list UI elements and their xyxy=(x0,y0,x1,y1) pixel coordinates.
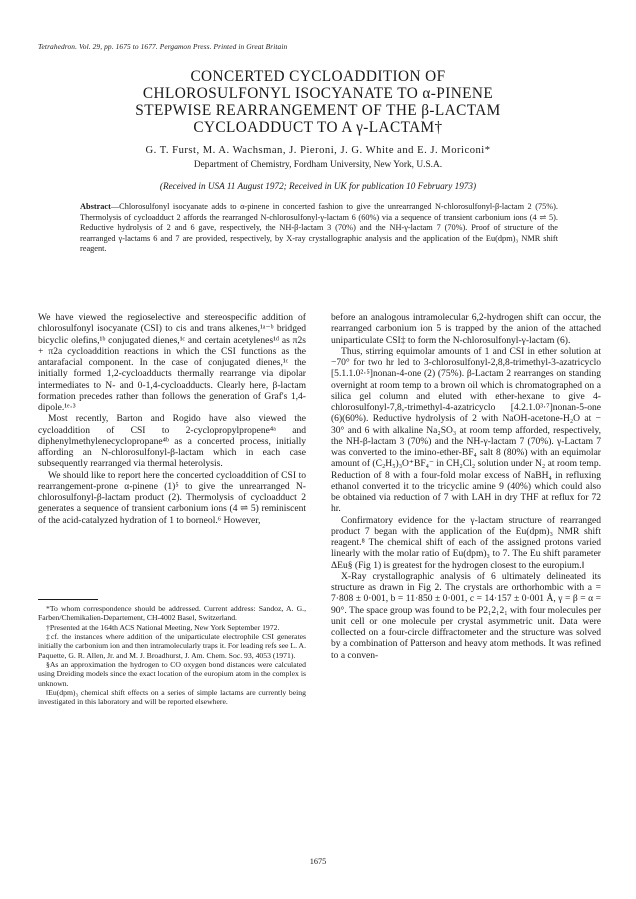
body-paragraph: We have viewed the regioselective and stereospecific addition of chlorosulfonyl isocyanate (CSI) to cis and trans alkenes,¹ᵃ⁻ᵇ bridged bicyclic olefins,¹ᵇ conjugated dienes,¹ᶜ and certain acetylenes¹ᵈ as π2s + π2a cycloaddition reactions in which the CSI functions as the antarafacial component. In the case of conjugated dienes,¹ᶜ the initially formed 1,2-cycloadducts thermally rearrange via dipolar intermediates to N- and 0-1,4-cycloadducts. Clearly here, β-lactam formation precedes rather than follows the generation of Graf's 1,4-dipole.¹ᵉ·³ xyxy=(38,312,306,413)
received-dates: (Received in USA 11 August 1972; Received in UK for publication 10 February 1973) xyxy=(159,181,477,191)
footnote: ‡cf. the instances where addition of the uniparticulate electrophile CSI generates initially the carbonium ion and then intramolecularly traps it. For leading refs see L. A. Paquette, G. R. Allen, Jr. and M. J. Broadhurst, J. Am. Chem. Soc. 93, 4053 (1971). xyxy=(38,632,306,660)
abstract xyxy=(80,202,558,255)
author-affiliation: Department of Chemistry, Fordham University, New York, U.S.A. xyxy=(193,160,443,170)
journal-citation-line: Tetrahedron. Vol. 29, pp. 1675 to 1677. Pergamon Press. Printed in Great Britain xyxy=(38,42,288,51)
left-column xyxy=(38,312,306,526)
footnote: †Presented at the 164th ACS National Meeting, New York September 1972. xyxy=(46,622,280,632)
abstract-text: —Chlorosulfonyl isocyanate adds to α-pinene in concerted fashion to give the unrearranged N-chlorosulfonyl-β-lactam 2 (75%). Thermolysis of cycloadduct 2 affords the rearranged N-chlorosulfonyl-γ-lactam 6 (60%) via a sequence of transient carbonium ions (4 ⇌ 5). Reductive hydrolysis of 2 and 6 gave, respectively, the NH-β-lactam 3 (70%) and the NH-γ-lactam 7 (70%). Proof of structure of the rearranged γ-lactams 6 and 7 are provided, respectively, by X-ray crystallographic analysis and the application of the Eu(dpm)₃ NMR shift reagent. xyxy=(80,202,558,254)
title-line: CONCERTED CYCLOADDITION OF xyxy=(190,68,446,85)
body-paragraph: We should like to report here the concerted cycloaddition of CSI to rearrangement-prone α-pinene (1)⁵ to give the unrearranged N-chlorosulfonyl-β-lactam product (2). Thermolysis of cycloadduct 2 generates a sequence of transient carbonium ions (4 ⇌ 5) reminiscent of the acid-catalyzed hydration of 1 to borneol.⁶ However, xyxy=(38,469,306,526)
body-paragraph: Confirmatory evidence for the γ-lactam structure of rearranged product 7 began with the application of the Eu(dpm)₃ NMR shift reagent.⁸ The chemical shift of each of the assigned protons varied linearly with the molar ratio of Eu(dpm)₃ to 7. The Eu shift parameter ΔEu§ (Fig 1) is greatest for the hydrogen closest to the europium.ǁ xyxy=(331,514,601,571)
footnotes xyxy=(38,604,306,707)
article-title xyxy=(38,68,598,136)
footnote-rule xyxy=(38,599,98,600)
footnote: §As an approximation the hydrogen to CO oxygen bond distances were calculated using Dreiding models since the exact location of the europium atom in the complex is unknown. xyxy=(38,660,306,688)
footnote: *To whom correspondence should be addressed. Current address: Sandoz, A. G., Farben/Chemikalien-Departement, CH-4002 Basel, Switzerland. xyxy=(38,604,306,623)
abstract-label: Abstract xyxy=(80,202,111,211)
body-paragraph: Thus, stirring equimolar amounts of 1 and CSI in ether solution at −70° for two hr led to 3-chlorosulfonyl-2,8,8-trimethyl-3-azatricyclo [5.1.1.0²·⁵]nonan-4-one (2) (75%). β-Lactam 2 rearranges on standing overnight at room temp to a brown oil which is chromatographed on a silica gel column and eluted with ether-hexane to give 4-chlorosulfonyl-7,8,-trimethyl-4-azatricyclo [4.2.1.0³·⁷]nonan-5-one (6)(60%). Reductive hydrolysis of 2 with NaOH-acetone-H₂O at − 30° and 6 with alkaline Na₂SO₃ at room temp afforded, respectively, the NH-β-lactam 3 (70%) and the NH-γ-lactam 7 (70%). γ-Lactam 7 was converted to the imino-ether-BF₄ salt 8 (80%) with an equimolar amount of (C₂H₅)₃O⁺BF₄⁻ in CH₂Cl₂ solution under N₂ at room temp. Reduction of 8 with a four-fold molar excess of NaBH₄ in refluxing ethanol converted it to the tricyclic amine 9 (40%) which could also be obtained via reduction of 7 with LAH in dry THF at reflux for 72 hr. xyxy=(331,345,601,515)
body-paragraph: Most recently, Barton and Rogido have also viewed the cycloaddition of CSI to 2-cyclopropylpropene⁴ᵃ and diphenylmethylenecyclopropane⁴ᵇ as a concerted process, initially affording an N-chlorosulfonyl-β-lactam which in each case subsequently rearranged via thermal heterolysis. xyxy=(38,413,306,470)
title-line: STEPWISE REARRANGEMENT OF THE β-LACTAM xyxy=(135,102,501,119)
title-line: CHLOROSULFONYL ISOCYANATE TO α-PINENE xyxy=(142,85,494,102)
author-list: G. T. Furst, M. A. Wachsman, J. Pieroni, J. G. White and E. J. Moriconi* xyxy=(145,145,491,156)
title-line: CYCLOADDUCT TO A γ-LACTAM† xyxy=(193,119,443,136)
body-paragraph: X-Ray crystallographic analysis of 6 ultimately delineated its structure as drawn in Fig 2. The crystals are orthorhombic with a = 7·808 ± 0·001, b = 11·850 ± 0·001, c = 14·157 ± 0·001 Å, γ = β = α = 90°. The space group was found to be P2₁2₁2₁ with four molecules per unit cell or one molecule per crystal asymmetric unit. Data were collected on a four-circle diffractometer and the structure was solved by a combination of Patterson and heavy atom methods. It was refined to a conven- xyxy=(331,570,601,661)
right-column xyxy=(331,312,601,661)
body-paragraph: before an analogous intramolecular 6,2-hydrogen shift can occur, the rearranged carbonium ion 5 is trapped by the anion of the attached uniparticulate CSI‡ to form the N-chlorosulfonyl-γ-lactam (6). xyxy=(331,312,601,346)
footnote: ǁEu(dpm)₃ chemical shift effects on a series of simple lactams are currently being investigated in this laboratory and will be reported elsewhere. xyxy=(38,688,306,707)
page-number: 1675 xyxy=(309,857,327,866)
